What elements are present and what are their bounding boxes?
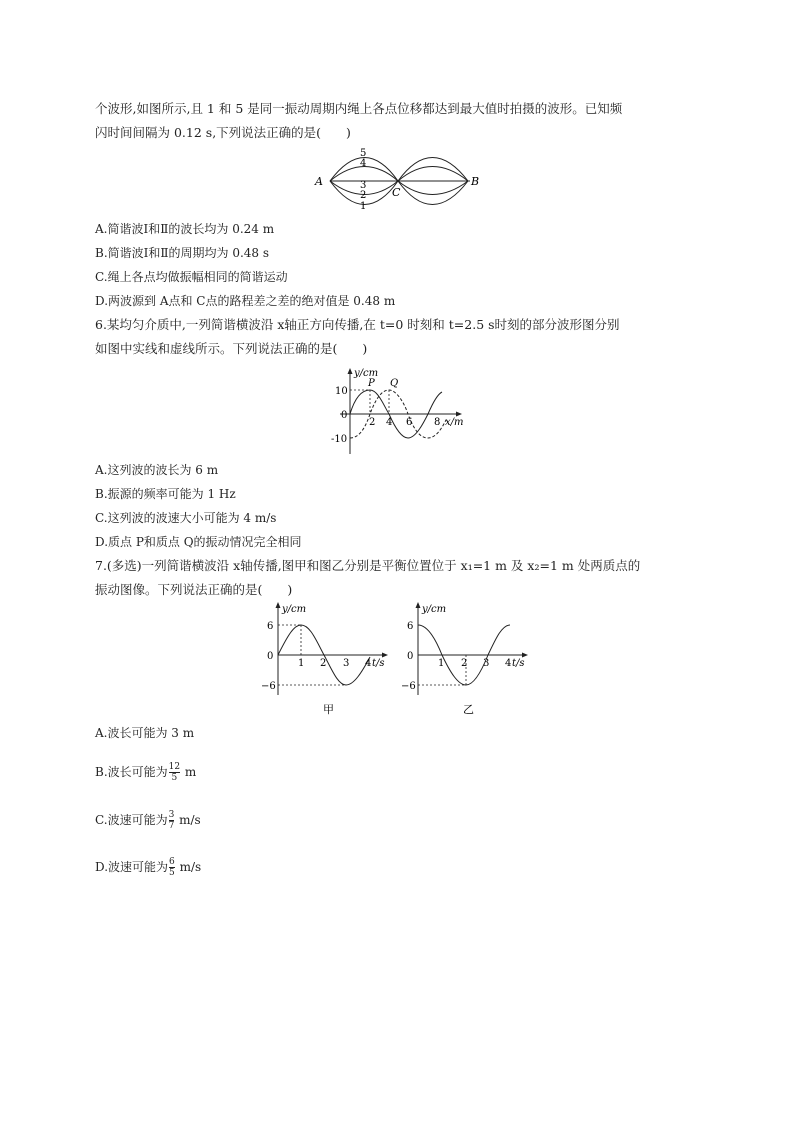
y-tick-0: 0 <box>407 651 414 662</box>
x-tick-2: 2 <box>369 417 376 428</box>
x-axis-arrow <box>456 412 462 417</box>
q6-option-b: B.振源的频率可能为 1 Hz <box>95 487 236 501</box>
q7-option-d <box>95 857 201 878</box>
curve-label-1: 1 <box>360 201 367 212</box>
q5-option-b: B.简谐波Ⅰ和Ⅱ的周期均为 0.48 s <box>95 246 270 260</box>
label-A: A <box>315 175 323 188</box>
q7-option-b-fraction <box>169 762 180 783</box>
y-axis-arrow <box>416 602 421 608</box>
frac-denominator: 7 <box>168 821 175 831</box>
frac-denominator: 5 <box>169 868 175 878</box>
label-B: B <box>471 175 480 188</box>
q7-option-d-prefix: D.波速可能为 <box>95 860 169 874</box>
frac-denominator: 5 <box>171 773 178 783</box>
x-axis-label: t/s <box>372 658 385 669</box>
x-tick-2: 2 <box>320 658 327 669</box>
x-axis-label: t/s <box>512 658 525 669</box>
q7-option-d-unit: m/s <box>175 860 202 874</box>
x-tick-1: 1 <box>298 658 305 669</box>
caption-yi: 乙 <box>463 703 474 716</box>
x-tick-4: 4 <box>386 417 393 428</box>
y-tick-0: 0 <box>341 410 348 421</box>
point-Q-label: Q <box>390 378 399 389</box>
vibration-graph-yi <box>398 600 538 718</box>
curve-label-4: 4 <box>360 158 367 169</box>
point-P-label: P <box>368 378 375 389</box>
intro-line-2: 闪时间间隔为 0.12 s,下列说法正确的是( ) <box>95 125 351 140</box>
q7-option-c-fraction <box>169 810 175 831</box>
caption-jia: 甲 <box>323 703 334 716</box>
q7-option-a: A.波长可能为 3 m <box>95 726 195 740</box>
x-tick-3: 3 <box>343 658 350 669</box>
q5-option-c: C.绳上各点均做振幅相同的简谐运动 <box>95 270 288 284</box>
y-tick-neg6: −6 <box>261 681 276 692</box>
q6-option-c: C.这列波的波速大小可能为 4 m/s <box>95 511 277 525</box>
q5-option-a: A.简谐波Ⅰ和Ⅱ的波长均为 0.24 m <box>95 222 275 236</box>
q5-option-d: D.两波源到 A点和 C点的路程差之差的绝对值是 0.48 m <box>95 294 396 308</box>
x-axis-arrow <box>522 653 528 658</box>
q6-stem-line-1: 6.某均匀介质中,一列简谐横波沿 x轴正方向传播,在 t=0 时刻和 t=2.5 s时刻的部分波形图分别 <box>95 317 620 332</box>
label-C: C <box>392 186 401 199</box>
q7-option-c-unit: m/s <box>175 813 201 827</box>
q7-option-c-prefix: C.波速可能为 <box>95 813 168 827</box>
q7-option-b-unit: m <box>181 765 197 779</box>
curve-label-3: 3 <box>360 180 367 191</box>
x-tick-6: 6 <box>406 417 413 428</box>
q6-option-d: D.质点 P和质点 Q的振动情况完全相同 <box>95 535 302 549</box>
y-axis-arrow <box>276 602 281 608</box>
curve-label-2: 2 <box>360 190 367 201</box>
vibration-graph-jia <box>258 600 398 718</box>
x-tick-4: 4 <box>505 658 512 669</box>
y-tick-neg6: −6 <box>401 681 416 692</box>
frac-numerator: 3 <box>168 810 175 820</box>
q7-stem-line-2: 振动图像。下列说法正确的是( ) <box>95 582 293 597</box>
standing-wave-figure <box>310 146 490 214</box>
x-tick-3: 3 <box>483 658 490 669</box>
y-axis-label: y/cm <box>282 604 307 615</box>
x-axis-label: x/m <box>445 417 464 428</box>
intro-line-1: 个波形,如图所示,且 1 和 5 是同一振动周期内绳上各点位移都达到最大值时拍摄的波形。已知频 <box>95 101 623 116</box>
y-tick-6: 6 <box>267 621 274 632</box>
q6-option-a: A.这列波的波长为 6 m <box>95 463 219 477</box>
q6-stem-line-2: 如图中实线和虚线所示。下列说法正确的是( ) <box>95 341 368 356</box>
x-axis-arrow <box>382 653 388 658</box>
y-axis-label: y/cm <box>354 368 379 379</box>
x-tick-1: 1 <box>438 658 445 669</box>
q7-option-b <box>95 762 196 783</box>
y-tick-10: 10 <box>335 386 348 397</box>
x-tick-8: 8 <box>434 417 441 428</box>
q7-option-c <box>95 810 201 831</box>
y-tick-6: 6 <box>407 621 414 632</box>
curve-label-5: 5 <box>360 148 367 159</box>
y-axis-label: y/cm <box>422 604 447 615</box>
y-tick-neg10: -10 <box>331 434 348 445</box>
x-tick-2: 2 <box>461 658 468 669</box>
frac-numerator: 6 <box>169 857 175 867</box>
y-tick-0: 0 <box>267 651 274 662</box>
y-axis-arrow <box>348 368 353 374</box>
q7-option-b-prefix: B.波长可能为 <box>95 765 168 779</box>
q7-stem-line-1: 7.(多选)一列简谐横波沿 x轴传播,图甲和图乙分别是平衡位置位于 x₁=1 m 及 x₂=1 m 处两质点的 <box>95 558 641 573</box>
q7-option-d-fraction <box>169 857 175 878</box>
wave-graph <box>320 366 480 456</box>
x-tick-4: 4 <box>365 658 372 669</box>
frac-numerator: 12 <box>168 762 181 772</box>
